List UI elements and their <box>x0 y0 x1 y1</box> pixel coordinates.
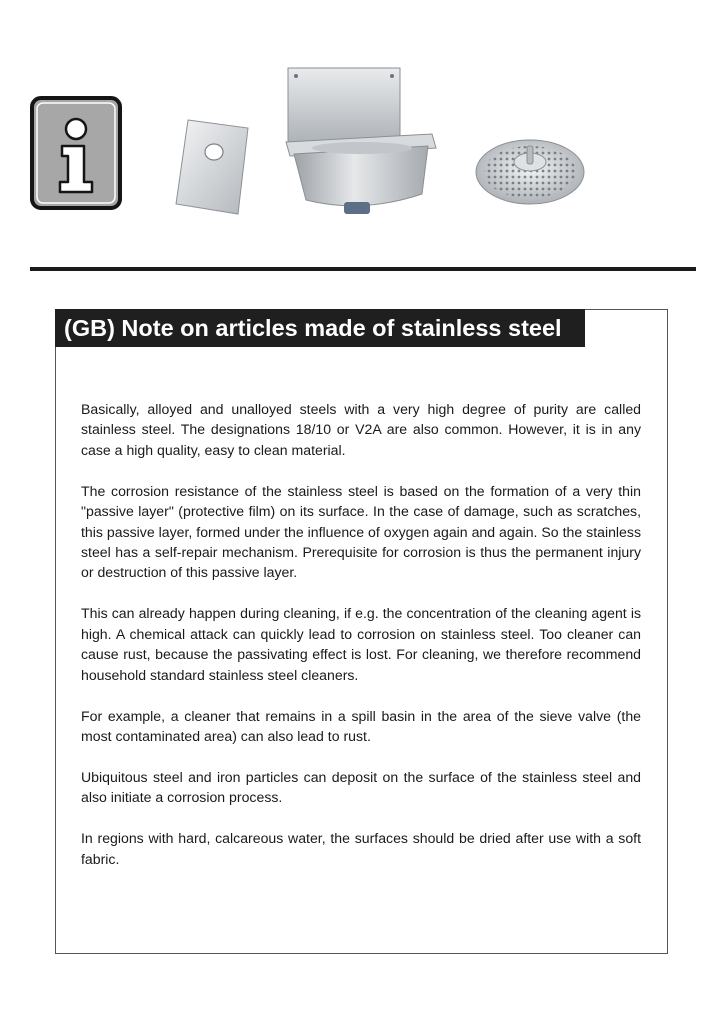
paragraph: Basically, alloyed and unalloyed steels with a very high degree of purity are called stainless steel. The designations 18/10 or V2A are also common. However, it is in any case a high quality, easy to clean material. <box>81 401 641 458</box>
paragraph: This can already happen during cleaning, if e.g. the concentration of the cleaning agent is high. A chemical attack can quickly lead to corrosion on stainless steel. Too cleaner can cause rust, because the passivating effect is lost. For cleaning, we therefore recommend household standard stainless steel cleaners. <box>81 605 641 683</box>
section-divider <box>30 267 696 271</box>
paragraph: In regions with hard, calcareous water, the surfaces should be dried after use with a soft fabric. <box>81 830 641 867</box>
sink-basin-image <box>282 64 444 220</box>
paragraph: For example, a cleaner that remains in a spill basin in the area of the sieve valve (the most contaminated area) can also lead to rust. <box>81 707 641 745</box>
page-title: (GB) Note on articles made of stainless steel <box>55 309 585 347</box>
paragraph: The corrosion resistance of the stainless steel is based on the formation of a very thin "passive layer" (protective film) on its surface. In the case of damage, such as scratches, this passive layer, formed under the influence of oxygen again and again. So the stainless steel has a self-repair mechanism. Prerequisite for corrosion is thus the permanent injury or destruction of this passive layer. <box>81 482 641 581</box>
info-icon <box>30 96 122 210</box>
paragraph: Ubiquitous steel and iron particles can deposit on the surface of the stainless steel and also initiate a corrosion process. <box>81 769 641 806</box>
sieve-strainer-image <box>474 132 586 208</box>
mounting-plate-image <box>172 118 252 216</box>
body-text <box>81 399 641 890</box>
